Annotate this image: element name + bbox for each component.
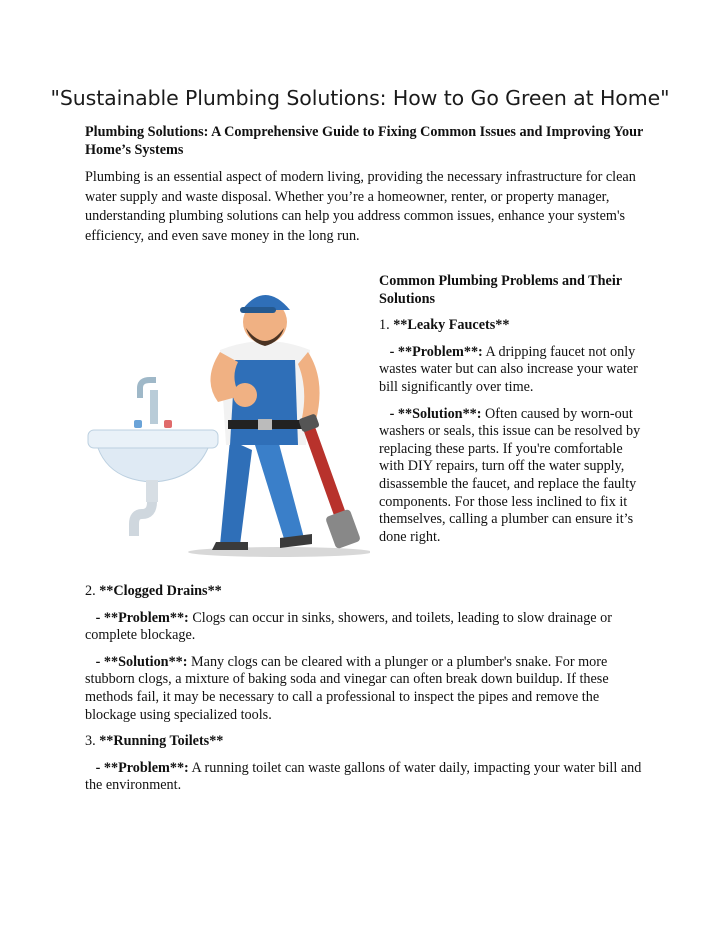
solution-text: Many clogs can be cleared with a plunger or a plumber's snake. For more stubborn clogs, a mixture of baking soda and vinegar can often break down buildup. If these methods fail, it may be necessary to call a professional to inspect the pipes and remove the blockage using specialized tools. [85, 653, 609, 723]
problem-paragraph [85, 610, 645, 645]
item-title-text: **Clogged Drains** [99, 583, 222, 599]
problems-section [379, 273, 641, 555]
solution-paragraph [379, 406, 641, 547]
item-number: 1. [379, 317, 394, 334]
wrench-icon [298, 413, 361, 549]
page-title: "Sustainable Plumbing Solutions: How to Go Green at Home" [50, 86, 670, 110]
plumber-illustration [80, 280, 370, 560]
item-title [85, 733, 645, 751]
problem-text: A dripping faucet not only wastes water but can also increase your water bill significantly over time. [379, 343, 638, 395]
solution-label: - **Solution**: [95, 653, 188, 670]
problem-text: A running toilet can waste gallons of water daily, impacting your water bill and the environment. [85, 759, 642, 794]
solution-label: - **Solution**: [389, 405, 482, 422]
article-subtitle: Plumbing Solutions: A Comprehensive Guide to Fixing Common Issues and Improving Your Home’s Systems [85, 124, 644, 158]
item-number: 3. [85, 733, 100, 750]
section-heading: Common Plumbing Problems and Their Solutions [379, 273, 622, 307]
item-title [379, 317, 641, 335]
sink-icon [88, 380, 218, 536]
problem-label: - **Problem**: [95, 609, 189, 626]
solution-text: Often caused by worn-out washers or seals, this issue can be resolved by replacing these parts. If you're comfortable with DIY repairs, turn off the water supply, disassemble the faucet, and replace the faulty components. For those less inclined to fix it themselves, calling a plumber can ensure it’s done right. [379, 405, 641, 545]
item-title-text: **Running Toilets** [99, 733, 224, 750]
item-number: 2. [85, 583, 100, 599]
problem-paragraph [379, 344, 641, 397]
problem-label: - **Problem**: [389, 343, 483, 360]
plumber-figure [210, 295, 361, 550]
problem-text: Clogs can occur in sinks, showers, and toilets, leading to slow drainage or complete blockage. [85, 609, 612, 644]
problems-continued [85, 583, 645, 804]
item-title-text: **Leaky Faucets** [393, 317, 510, 334]
solution-paragraph [85, 654, 645, 724]
item-title [85, 583, 645, 601]
problem-label: - **Problem**: [95, 759, 189, 776]
problem-paragraph [85, 760, 645, 795]
intro-paragraph: Plumbing is an essential aspect of modern living, providing the necessary infrastructure for clean water supply and waste disposal. Whether you’re a homeowner, renter, or property manager, understanding plumbing solutions can help you address common issues, enhance your system's efficiency, and even save money in the long run. [85, 169, 636, 244]
plumber-with-sink-image [80, 280, 370, 560]
